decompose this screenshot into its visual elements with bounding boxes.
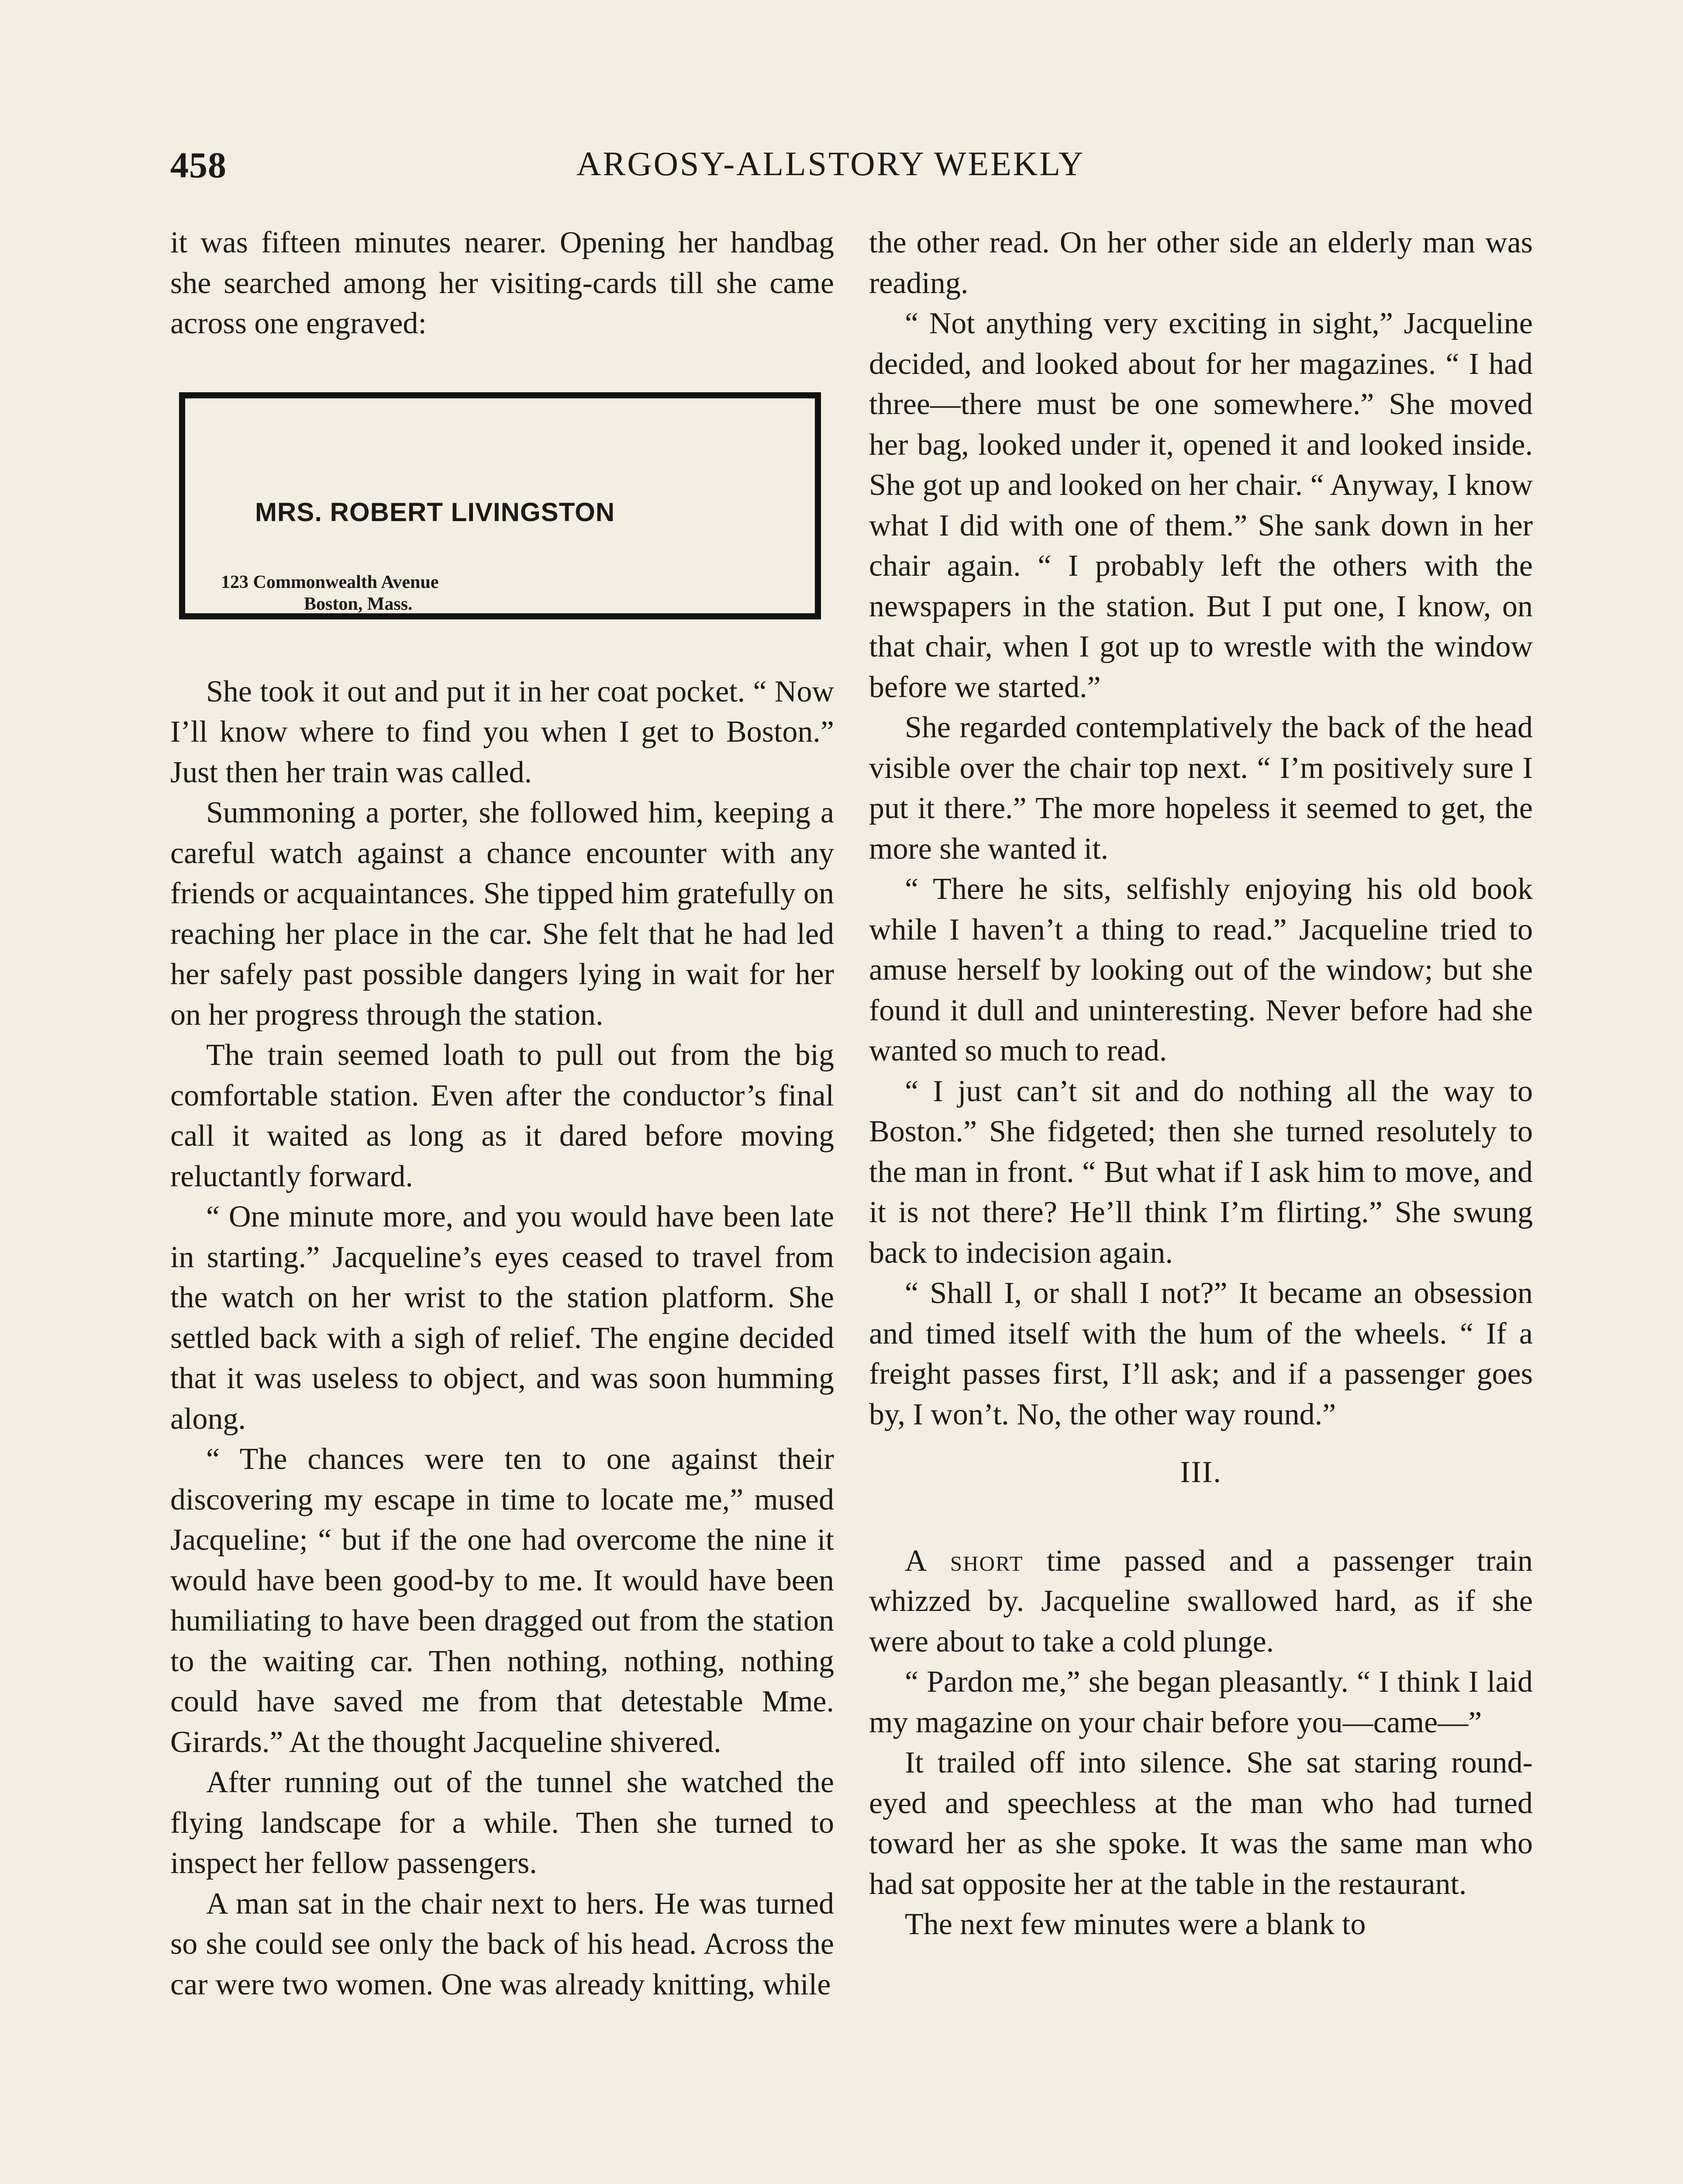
paragraph (869, 1541, 1533, 1662)
paragraph: After running out of the tunnel she watched the flying landscape for a while. Then she turned to inspect her fellow passengers. (170, 1766, 834, 1880)
card-name: MRS. ROBERT LIVINGSTON (255, 497, 615, 527)
paragraph: The train seemed loath to pull out from the big comfortable station. Even after the conductor’s final call it waited as long as it dared before moving reluctantly forward. (170, 1038, 834, 1193)
page-number: 458 (170, 145, 227, 186)
card-city: Boston, Mass. (304, 594, 413, 614)
paragraph-text: time passed and a passenger train whizzed by. Jacqueline swallowed hard, as if she were about to take a cold plunge. (869, 1544, 1533, 1659)
left-column (170, 223, 834, 2005)
paragraph: “ I just can’t sit and do nothing all the way to Boston.” She fidgeted; then she turned resolutely to the man in front. “ But what if I ask him to move, and it is not there? He’ll think I’m flirting.” She swung back to indecision again. (869, 1074, 1533, 1270)
journal-title: ARGOSY-ALLSTORY WEEKLY (576, 145, 1085, 183)
paragraph: “ Shall I, or shall I not?” It became an obsession and timed itself with the hum of the wheels. “ If a freight passes first, I’ll ask; and if a passenger goes by, I won’t. No, the other way round.” (869, 1276, 1533, 1431)
right-column (869, 223, 1533, 1945)
paragraph: She regarded contemplatively the back of the head visible over the chair top next. “ I’m positively sure I put it there.” The more hopeless it seemed to get, the more she wanted it. (869, 711, 1533, 866)
paragraph: Summoning a porter, she followed him, keeping a careful watch against a chance encounter with any friends or acquaintances. She tipped him gratefully on reaching her place in the car. She felt that he had led her safely past possible dangers lying in wait for her on her progress through the station. (170, 796, 834, 1032)
paragraph: “ One minute more, and you would have been late in starting.” Jacqueline’s eyes ceased to travel from the watch on her wrist to the station platform. She settled back with a sigh of relief. The engine decided that it was useless to object, and was soon humming along. (170, 1200, 834, 1436)
card-street: 123 Commonwealth Avenue (221, 572, 439, 592)
paragraph: “ Not anything very exciting in sight,” Jacqueline decided, and looked about for her magazines. “ I had three—there must be one somewhere.” She moved her bag, looked under it, opened it and looked inside. She got up and looked on her chair. “ Anyway, I know what I did with one of them.” She sank down in her chair again. “ I probably left the others with the newspapers in the station. But I put one, I know, on that chair, when I got up to wrestle with the window before we started.” (869, 307, 1533, 704)
visiting-card (179, 392, 821, 619)
section-heading: III. (1180, 1455, 1222, 1489)
paragraph: The next few minutes were a blank to (905, 1908, 1366, 1941)
small-caps-lead: A short (905, 1544, 1024, 1578)
paragraph: It trailed off into silence. She sat staring round-eyed and speechless at the man who had turned toward her as she spoke. It was the same man who had sat opposite her at the table in the restaurant. (869, 1746, 1533, 1901)
running-head (170, 144, 1157, 192)
paragraph: She took it out and put it in her coat pocket. “ Now I’ll know where to find you when I get to Boston.” Just then her train was called. (170, 674, 834, 789)
paragraph: “ There he sits, selfishly enjoying his old book while I haven’t a thing to read.” Jacqueline tried to amuse herself by looking out of the window; but she found it dull and uninteresting. Never before had she wanted so much to read. (869, 872, 1533, 1068)
paragraph: “ Pardon me,” she began pleasantly. “ I think I laid my magazine on your chair before you—came—” (869, 1665, 1533, 1739)
paragraph: it was fifteen minutes nearer. Opening her handbag she searched among her visiting-cards till she came across one engraved: (170, 226, 834, 340)
paragraph: A man sat in the chair next to hers. He was turned so she could see only the back of his head. Across the car were two women. One was already knitting, while (170, 1887, 834, 2001)
paragraph: “ The chances were ten to one against their discovering my escape in time to locate me,” mused Jacqueline; “ but if the one had overcome the nine it would have been good-by to me. It would have been humiliating to have been dragged out from the station to the waiting car. Then nothing, nothing, nothing could have saved me from that detestable Mme. Girards.” At the thought Jacqueline shivered. (170, 1442, 834, 1759)
paragraph: the other read. On her other side an elderly man was reading. (869, 226, 1533, 300)
